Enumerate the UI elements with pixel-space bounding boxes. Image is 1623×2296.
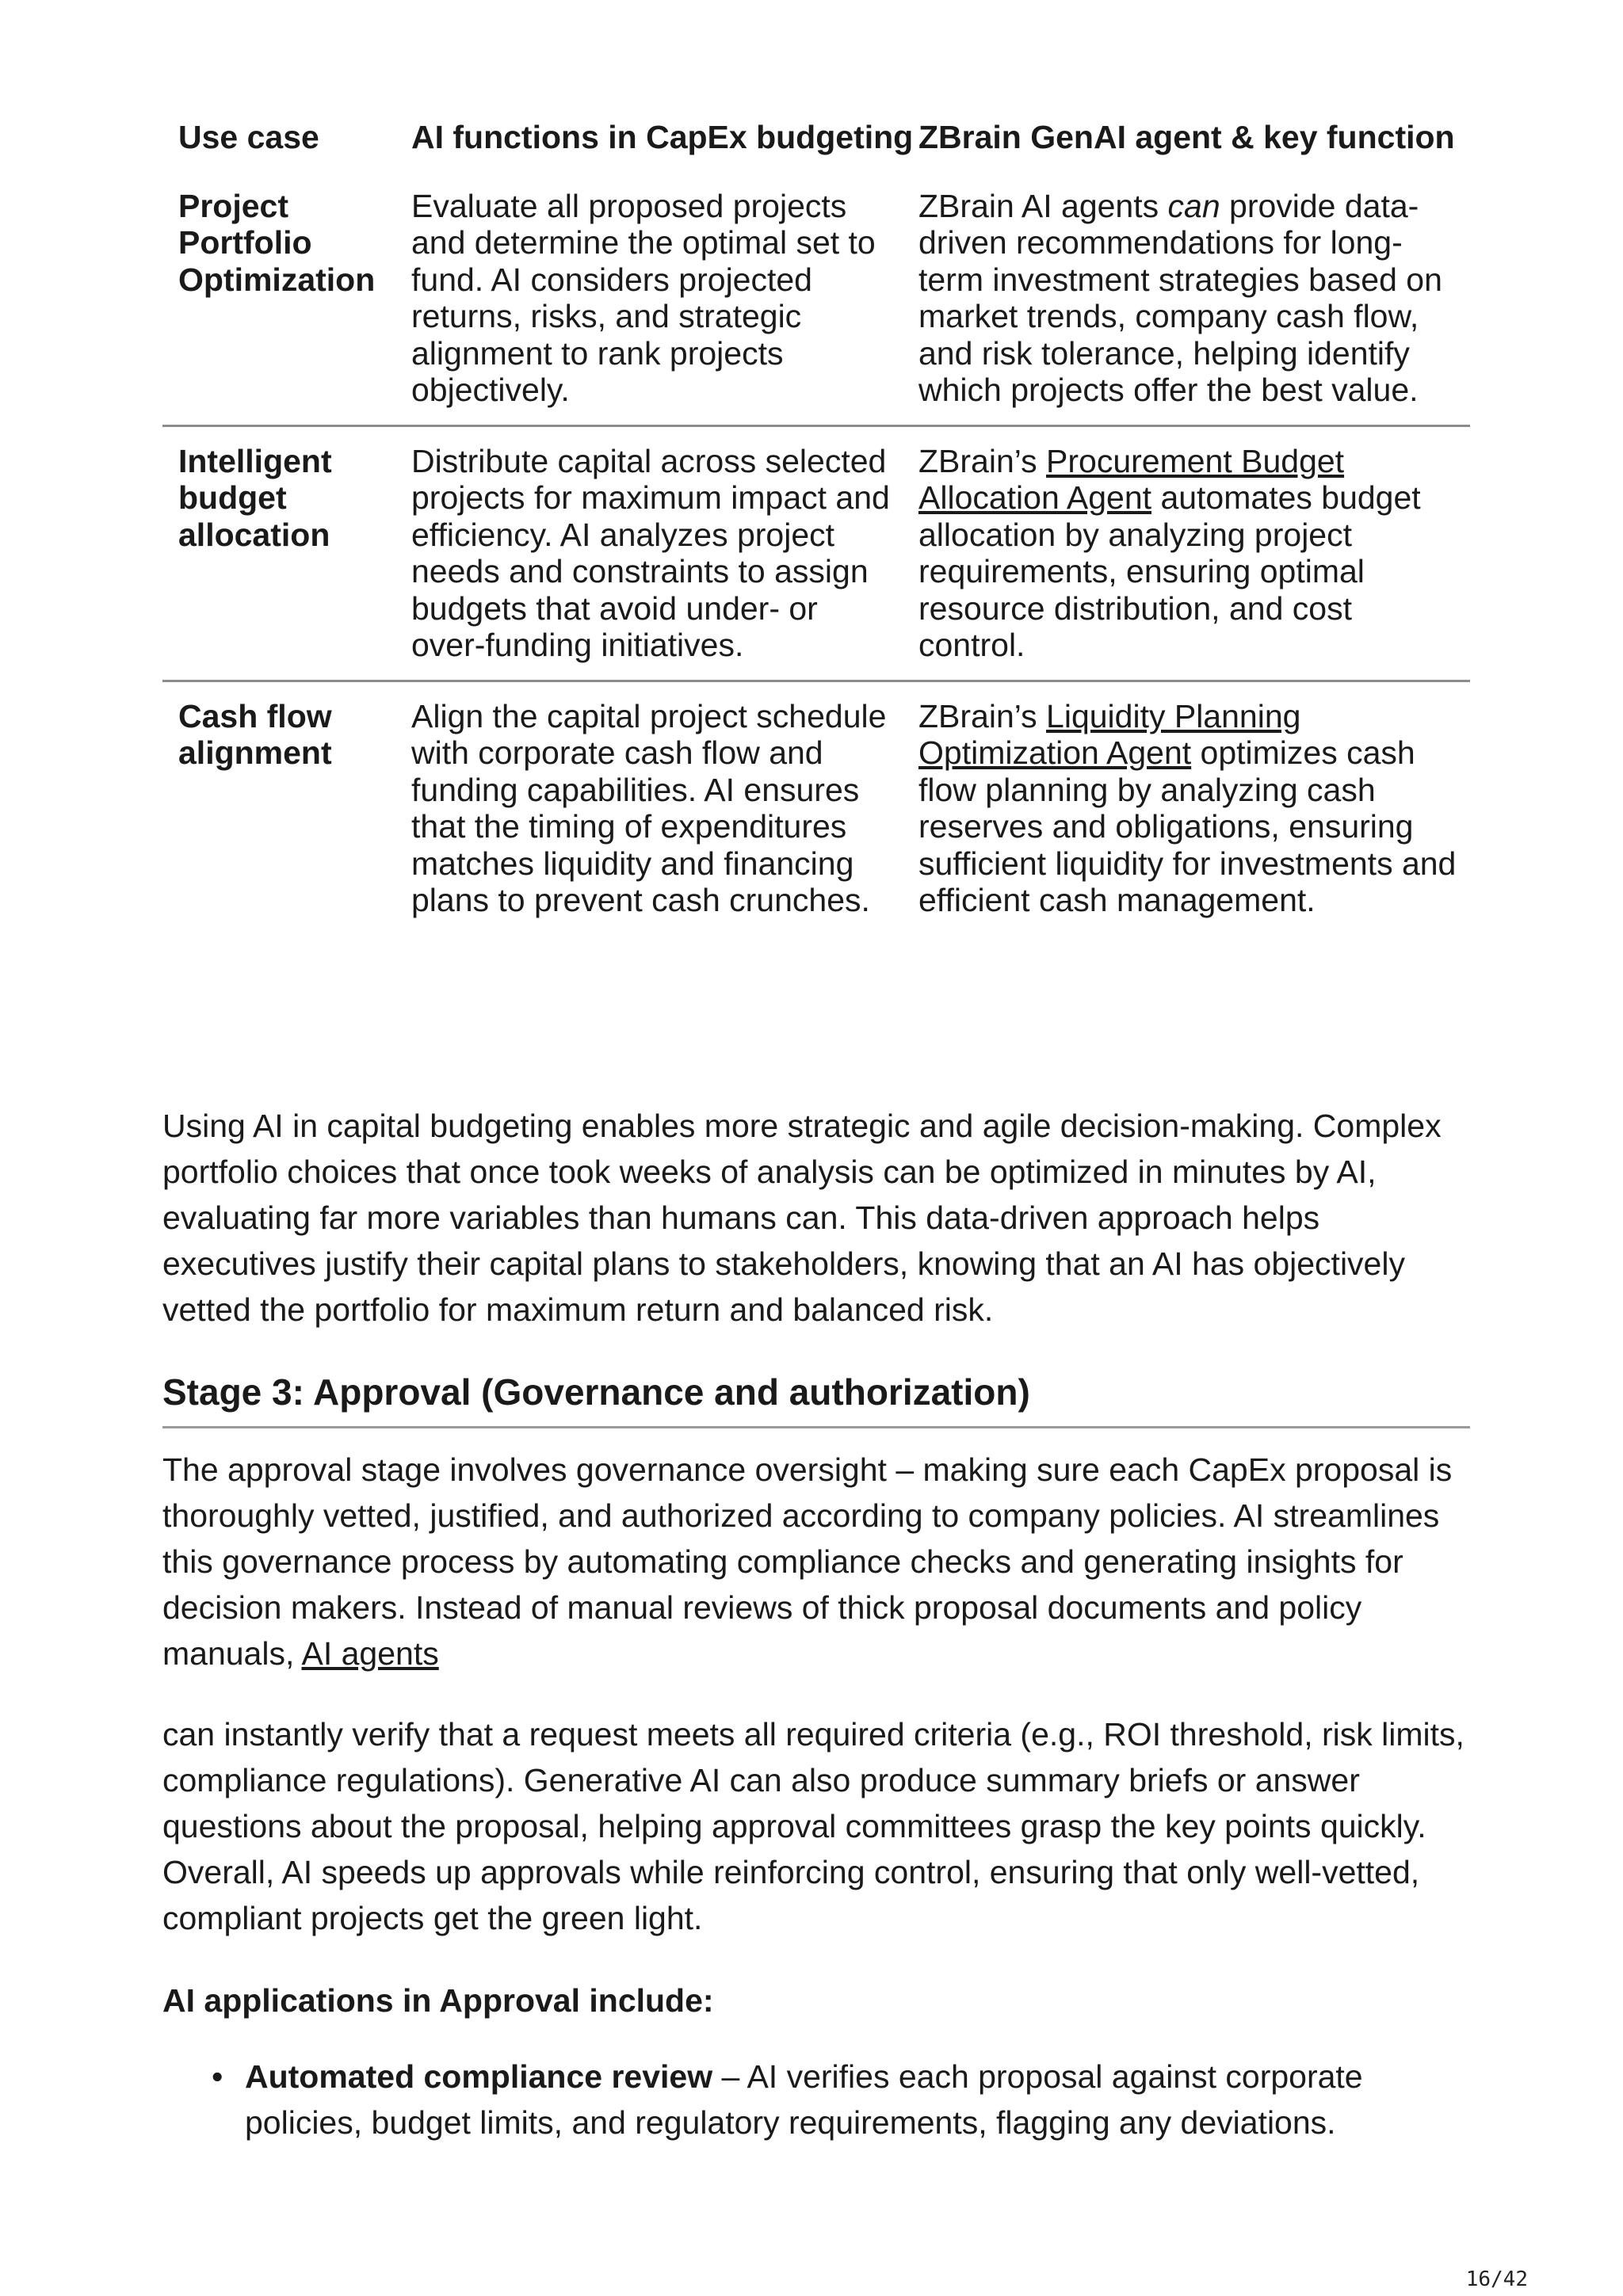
ai-applications-title: AI applications in Approval include: xyxy=(162,1982,714,2019)
use-case-name: Project Portfolio Optimization xyxy=(178,187,376,298)
header-ai-functions: AI functions in CapEx budgeting xyxy=(411,119,914,155)
use-case-table xyxy=(162,119,1470,935)
emphasis-text: can xyxy=(1167,187,1220,224)
ai-applications-list xyxy=(162,2054,1470,2145)
table-row xyxy=(162,681,1470,935)
approval-details-paragraph: can instantly verify that a request meets all required criteria (e.g., ROI threshold, risk limits, compliance regulations). Generative AI can also produce summary briefs or answer questions about the proposal, helping approval committees grasp the key points quickly. Overall, AI speeds up approvals while reinforcing control, ensuring that only well-vetted, compliant projects get the green light. xyxy=(162,1716,1465,1936)
ai-functions-cell: Align the capital project schedule with corporate cash flow and funding capabilities. AI ensures that the timing of expenditures matches liquidity and financing plans to prevent cash crunches. xyxy=(411,681,918,935)
use-case-name: Cash flow alignment xyxy=(162,681,411,935)
liquidity-planning-optimization-agent-link[interactable]: Liquidity Planning Optimization Agent xyxy=(918,697,1301,771)
ai-functions-cell: Evaluate all proposed projects and determine the optimal set to fund. AI considers projected returns, risks, and strategic alignment to rank projects objectively. xyxy=(411,187,876,408)
list-item xyxy=(162,2054,1470,2145)
stage3-heading: Stage 3: Approval (Governance and authorization) xyxy=(162,1371,1470,1428)
zbrain-agent-cell: ZBrain’s Liquidity Planning Optimization Agent optimizes cash flow planning by analyzing cash reserves and obligations, ensuring sufficient liquidity for investments and efficient cash management. xyxy=(918,681,1470,935)
page-number: 16/42 xyxy=(1465,2267,1528,2291)
procurement-budget-allocation-agent-link[interactable]: Procurement Budget Allocation Agent xyxy=(918,442,1345,516)
ai-agents-link[interactable]: AI agents xyxy=(301,1635,439,1672)
header-zbrain-agent: ZBrain GenAI agent & key function xyxy=(918,119,1455,155)
table-row xyxy=(162,425,1470,681)
approval-paragraph: The approval stage involves governance oversight – making sure each CapEx proposal is thoroughly vetted, justified, and authorized according to company policies. AI streamlines this governance process by automating compliance checks and generating insights for decision makers. Instead of manual reviews of thick proposal documents and policy manuals, AI agents xyxy=(162,1451,1453,1672)
list-item-title: Automated compliance review xyxy=(245,2058,713,2095)
zbrain-agent-cell: ZBrain’s Procurement Budget Allocation Agent automates budget allocation by analyzing project requirements, ensuring optimal resource distribution, and cost control. xyxy=(918,425,1470,681)
table-header-row xyxy=(162,119,1470,188)
use-case-name: Intelligent budget allocation xyxy=(162,425,411,681)
ai-functions-cell: Distribute capital across selected projects for maximum impact and efficiency. AI analyzes project needs and constraints to assign budgets that avoid under- or over-funding initiatives. xyxy=(411,425,918,681)
capital-budgeting-paragraph: Using AI in capital budgeting enables more strategic and agile decision-making. Complex portfolio choices that once took weeks of analysis can be optimized in minutes by AI, evaluating far more variables than humans can. This data-driven approach helps executives justify their capital plans to stakeholders, knowing that an AI has objectively vetted the portfolio for maximum return and balanced risk. xyxy=(162,1108,1442,1328)
table-row xyxy=(162,188,1470,426)
header-use-case: Use case xyxy=(178,119,319,155)
bullet-icon: • xyxy=(212,2058,223,2095)
zbrain-agent-cell: ZBrain AI agents can provide data-driven recommendations for long-term investment strategies based on market trends, company cash flow, and risk tolerance, helping identify which projects offer the best value. xyxy=(918,187,1442,408)
list-item-text: – AI verifies each proposal against corporate policies, budget limits, and regulatory requirements, flagging any deviations. xyxy=(245,2058,1363,2141)
